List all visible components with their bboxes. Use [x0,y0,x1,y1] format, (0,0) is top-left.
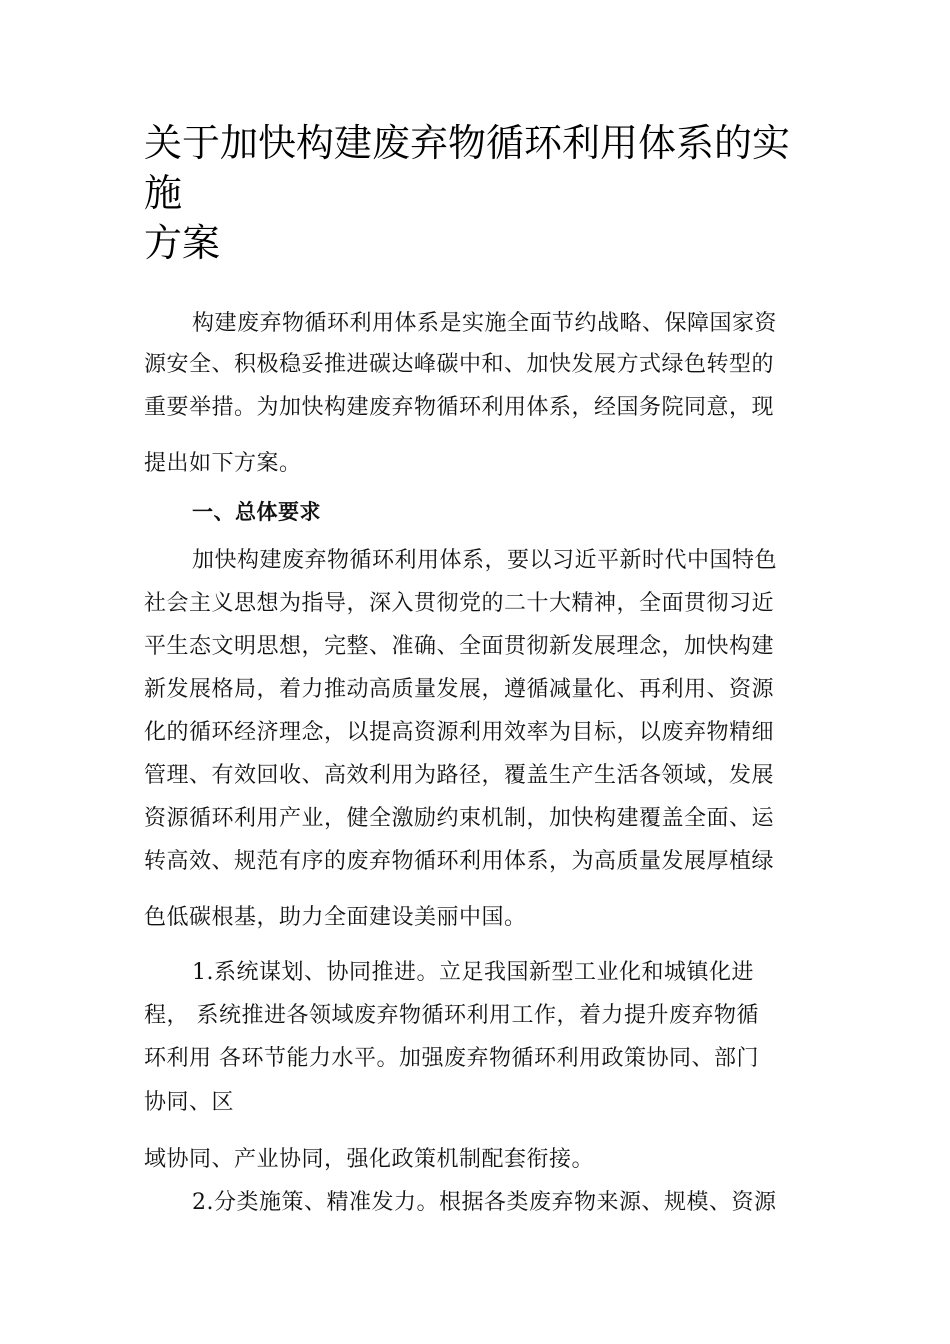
body-line: 资源循环利用产业，健全激励约束机制，加快构建覆盖全面、运 [144,806,775,831]
item-line: 程， 系统推进各领域废弃物循环利用工作，着力提升废弃物循 [144,1003,759,1028]
body-line: 色低碳根基，助力全面建设美丽中国。 [144,905,527,930]
item-line: 环利用 各环节能力水平。加强废弃物循环利用政策协同、部门 [144,1046,759,1071]
body-line: 管理、有效回收、高效利用为路径，覆盖生产生活各领域，发展 [144,763,775,788]
body-line: 加快构建废弃物循环利用体系，要以习近平新时代中国特色 [192,548,778,573]
body-line: 化的循环经济理念，以提高资源利用效率为目标，以废弃物精细 [144,720,775,745]
title-line-1: 关于加快构建废弃物循环利用体系的实施 [144,121,791,215]
item-line: 1.系统谋划、协同推进。立足我国新型工业化和城镇化进 [192,960,754,985]
intro-line: 重要举措。为加快构建废弃物循环利用体系，经国务院同意，现 [144,395,775,420]
title-line-2: 方案 [144,221,221,265]
intro-line: 提出如下方案。 [144,451,302,476]
intro-line: 构建废弃物循环利用体系是实施全面节约战略、保障国家资 [192,311,778,336]
section-heading: 一、总体要求 [192,500,321,524]
item-line: 域协同、产业协同，强化政策机制配套衔接。 [144,1147,595,1172]
body-line: 平生态文明思想，完整、准确、全面贯彻新发展理念，加快构建 [144,634,775,659]
body-line: 社会主义思想为指导，深入贯彻党的二十大精神，全面贯彻习近 [144,591,775,616]
intro-line: 源安全、积极稳妥推进碳达峰碳中和、加快发展方式绿色转型的 [144,352,775,377]
body-line: 新发展格局，着力推动高质量发展，遵循减量化、再利用、资源 [144,677,775,702]
item-line: 2.分类施策、精准发力。根据各类废弃物来源、规模、资源 [192,1190,777,1215]
body-line: 转高效、规范有序的废弃物循环利用体系，为高质量发展厚植绿 [144,849,775,874]
item-line: 协同、区 [144,1090,235,1115]
document-title [144,118,814,268]
